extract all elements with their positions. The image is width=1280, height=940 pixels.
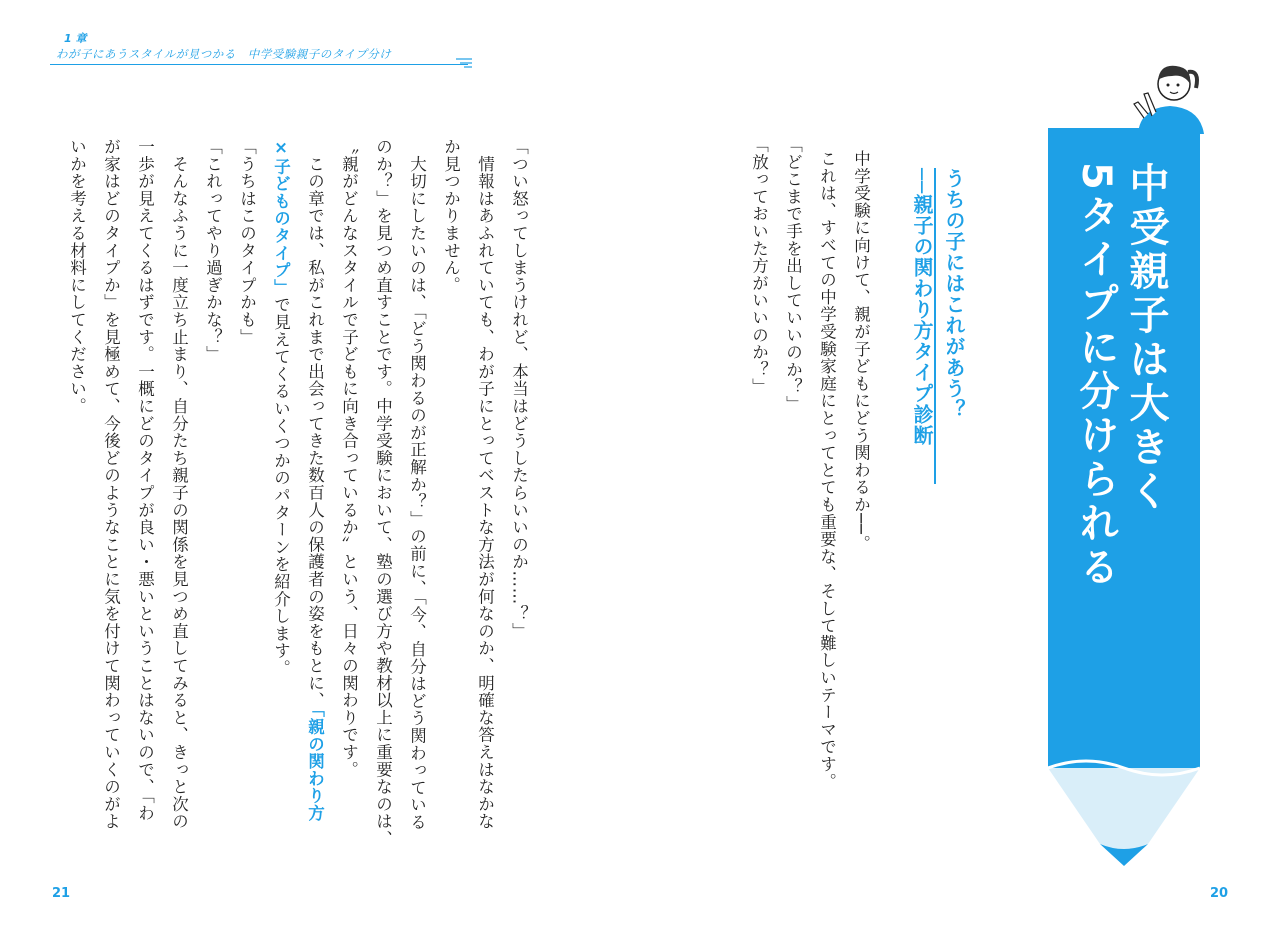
intro-line: これは、すべての中学受験家庭にとってとても重要な、そして難しいテーマです。 — [817, 150, 837, 791]
body-line: そんなふうに一度立ち止まり、自分たち親子の関係を見つめ直してみると、きっと次の — [169, 138, 189, 830]
body-line: 大切にしたいのは、「どう関わるのが正解か？」の前に、「今、自分はどう関わっている — [407, 138, 427, 831]
body-line: 「つい怒ってしまうけれど、本当はどうしたらいいのか……？」 — [509, 138, 529, 640]
speed-lines-icon — [454, 56, 474, 70]
body-line — [306, 138, 323, 822]
body-line: 「これってやり過ぎかな？」 — [203, 138, 223, 363]
body-line — [272, 138, 289, 677]
page-number: 21 — [52, 886, 71, 901]
body-line: か見つかりません。 — [441, 138, 461, 294]
body-line: が家はどのタイプか」を見極めて、今後どのようなことに気を付けて関わっていくのがよ — [101, 138, 121, 830]
intro-line: 中学受験に向けて、親が子どもにどう関わるか──。 — [851, 150, 871, 553]
running-title: わが子にあうスタイルが見つかる 中学受験親子のタイプ分け — [56, 47, 392, 61]
page-number: 20 — [1210, 886, 1229, 901]
body-line: いかを考える材料にしてください。 — [67, 138, 87, 415]
section-subtitle: ──親子の関わり方タイプ診断 — [910, 168, 934, 447]
chapter-label: 1 章 — [64, 32, 87, 45]
intro-line: 「どこまで手を出していいのか？」 — [783, 136, 803, 413]
body-text: で見えてくるいくつかのパターンを紹介します。 — [271, 296, 291, 677]
highlight-text: ×子どものタイプ」 — [271, 138, 291, 297]
section-subtitle: うちの子にはこれがあう？ — [942, 168, 966, 420]
body-line: 情報はあふれていても、わが子にとってベストな方法が何なのか、明確な答えはなかな — [475, 138, 495, 830]
body-text: この章では、私がこれまで出会ってきた数百人の保護者の姿をもとに、 — [305, 138, 325, 709]
body-line: のか？」を見つめ直すことです。中学受験において、塾の選び方や教材以上に重要なのは、 — [373, 138, 393, 848]
body-line: 「うちはこのタイプかも」 — [237, 138, 257, 346]
title-banner — [1048, 128, 1200, 868]
subtitle-underline — [934, 168, 936, 484]
header-rule — [50, 64, 468, 65]
body-line: 一歩が見えてくるはずです。一概にどのタイプが良い・悪いということはないので、「わ — [135, 138, 155, 822]
intro-line: 「放っておいた方がいいのか？」 — [749, 136, 769, 396]
chapter-title: 中受親子は大きく — [1123, 162, 1169, 514]
highlight-text: 「親の関わり方 — [305, 708, 325, 822]
chapter-title: 5タイプに分けられる — [1073, 162, 1119, 590]
body-line: 〝親がどんなスタイルで子どもに向き合っているか〟という、日々の関わりです。 — [339, 138, 359, 779]
pointing-girl-illustration — [1130, 58, 1210, 134]
